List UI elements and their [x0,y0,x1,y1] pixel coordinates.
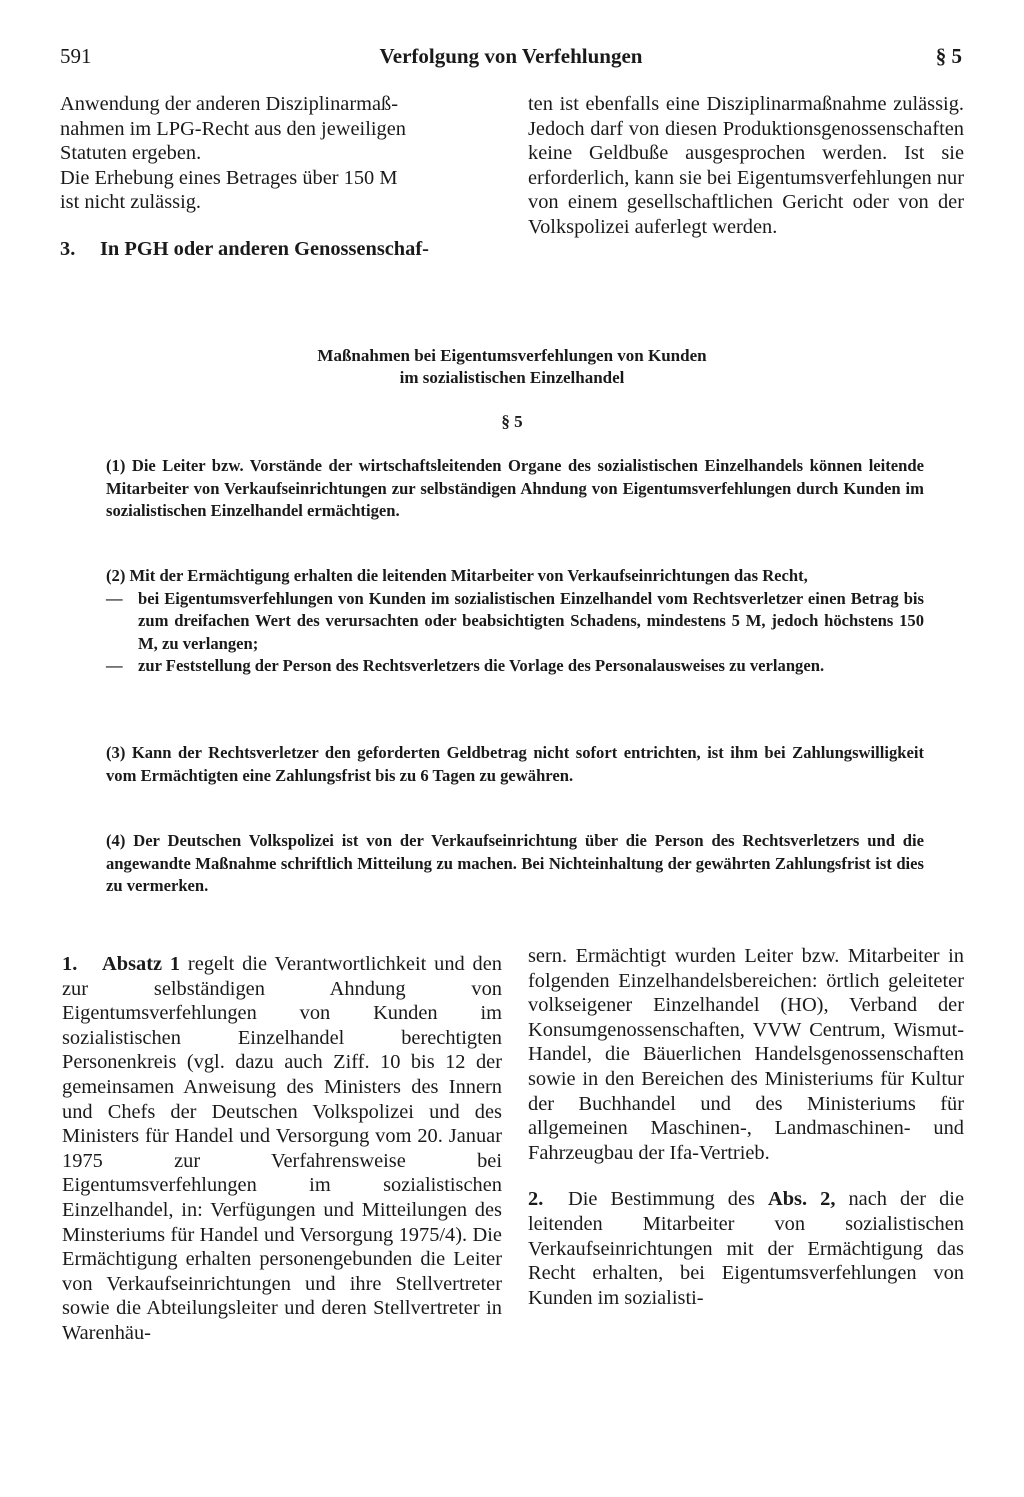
item-3 [60,237,502,262]
law-paragraph-2 [106,565,924,678]
law-list-item [106,588,924,656]
law-paragraph-3 [106,742,924,787]
law-section-number: § 5 [501,412,523,431]
law-paragraph-2-intro: (2) Mit der Ermächtigung erhalten die leitenden Mitarbeiter von Verkaufseinrichtungen das Recht, [106,566,808,585]
text-line: Die Erhebung eines Betrages über 150 M [60,166,398,189]
text-line: nahmen im LPG-Recht aus den jeweiligen [60,117,406,140]
text-line: Statuten ergeben. [60,142,202,165]
law-paragraph-1 [106,455,924,523]
law-heading-line-1: Maßnahmen bei Eigentumsverfehlungen von Kunden [317,346,707,365]
law-list-item [106,655,924,678]
item-2-text: nach der die leitenden Mitarbeiter von sozialistischen Verkaufseinrichtungen mit der Ermächtigung das Recht erhalten, bei Eigentumsverfehlungen von Kunden im sozialisti- [528,1188,964,1309]
header-section: § 5 [935,44,962,68]
dash-bullet: — [106,656,123,676]
item-2-bold: Abs. 2, [767,1188,836,1211]
law-paragraph-3-text: (3) Kann der Rechtsverletzer den geforderten Geldbetrag nicht sofort entrichten, ist ihm bei Zahlungswilligkeit vom Ermächtigten eine Zahlungsfrist bis zu 6 Tagen zu gewähren. [106,743,924,785]
top-left-column [60,92,502,262]
top-right-column [528,92,964,240]
item-1-text: regelt die Verantwortlichkeit und den zur selbständigen Ahndung von Eigentumsverfehlungen von Kunden im sozialistischen Einzelhandel berechtigten Personenkreis (vgl. dazu auch Ziff. 10 bis 12 der gemeinsamen Anweisung des Ministers des Innern und Chefs der Deutschen Volkspolizei und des Ministers für Handel und Versorgung vom 20. Januar 1975 zur Verfahrensweise bei Eigentumsverfehlungen im sozialistischen Einzelhandel, in: Verfügungen und Mitteilungen des Minsteriums für Handel und Versorgung 1975/4). Die Ermächtigung erhalten personengebunden die Leiter von Verkaufseinrichtungen und ihre Stellvertreter sowie die Abteilungsleiter und deren Stellvertreter in Warenhäu- [62,953,502,1344]
item-3-text: In PGH oder anderen Genossenschaf- [100,237,429,260]
commentary-right-column [528,944,964,1310]
law-paragraph-4-text: (4) Der Deutschen Volkspolizei ist von der Verkaufseinrichtung über die Person des Rechtsverletzers und die angewandte Maßnahme schriftlich Mitteilung zu machen. Bei Nichteinhaltung der gewährten Zahlungsfrist ist dies zu vermerken. [106,831,924,896]
law-list-item-text: bei Eigentumsverfehlungen von Kunden im sozialistischen Einzelhandel vom Rechtsverletzer einen Betrag bis zum dreifachen Wert des verursachten oder beabsichtigten Schadens, mindestens 5 M, jedoch höchstens 150 M, zu verlangen; [138,588,924,653]
dash-bullet: — [106,588,123,608]
item-2-pre: Die Bestimmung des [568,1188,768,1211]
law-list-item-text: zur Feststellung der Person des Rechtsverletzers die Vorlage des Personalausweises zu verlangen. [138,656,825,676]
item-3-label: 3. [60,237,76,260]
item-1-bold: Absatz 1 [102,953,181,975]
law-heading [150,345,874,389]
text-line: ist nicht zulässig. [60,191,202,214]
commentary-continuation: sern. Ermächtigt wurden Leiter bzw. Mitarbeiter in folgenden Einzelhandelsbereichen: örtlich geleiteter volkseigener Einzelhandel (HO), Verband der Konsumgenossenschaften, VVW Centrum, Wismut-Handel, die Bäuerlichen Handelsgenossenschaften sowie in den Bereichen des Ministeriums für Kultur der Buchhandel und des Ministeriums für allgemeinen Maschinen-, Landmaschinen- und Fahrzeugbau der Ifa-Vertrieb. [528,945,964,1164]
commentary-item-1 [62,952,502,1346]
text-line: Anwendung der anderen Disziplinarmaß- [60,93,399,115]
law-paragraph-1-text: (1) Die Leiter bzw. Vorstände der wirtschaftsleitenden Organe des sozialistischen Einzelhandels können leitende Mitarbeiter von Verkaufseinrichtungen zur selbständigen Ahndung von Eigentumsverfehlungen durch Kunden im sozialistischen Einzelhandel ermächtigen. [106,456,924,521]
chapter-title: Verfolgung von Verfehlungen [379,44,643,68]
running-header [60,44,962,74]
continuation-paragraph: ten ist ebenfalls eine Disziplinarmaßnahme zulässig. Jedoch darf von diesen Produktionsgenossenschaften keine Geldbuße ausgesprochen werden. Ist sie erforderlich, kann sie bei Eigentumsverfehlungen nur von einem gesellschaftlichen Gericht oder von der Volkspolizei auferlegt werden. [528,93,964,238]
page-number: 591 [60,44,92,68]
item-1-label: 1. [62,953,78,975]
commentary-left-column [62,952,502,1346]
item-2-label: 2. [528,1188,544,1211]
commentary-item-2 [528,1187,964,1310]
law-heading-line-2: im sozialistischen Einzelhandel [399,368,625,387]
law-paragraph-4 [106,830,924,898]
